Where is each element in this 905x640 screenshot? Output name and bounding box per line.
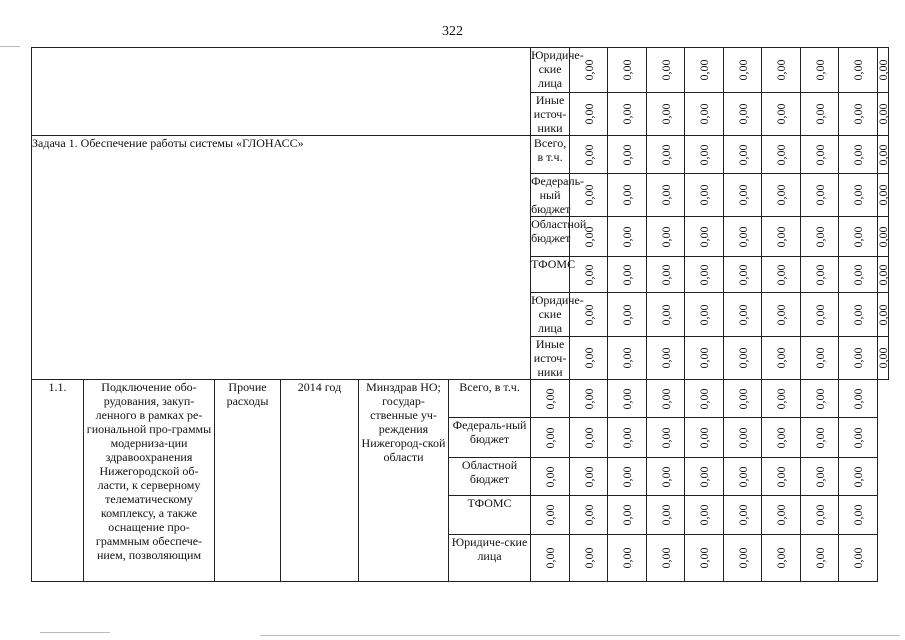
value-text: 0,00 — [851, 504, 866, 526]
value-cell — [762, 535, 801, 582]
value-cell — [762, 48, 801, 93]
value-text: 0,00 — [697, 304, 712, 325]
value-cell — [724, 174, 762, 217]
value-cell — [724, 257, 762, 293]
value-text: 0,00 — [543, 466, 558, 487]
value-cell — [839, 48, 878, 93]
table-row — [32, 380, 889, 418]
value-cell — [570, 257, 608, 293]
value-text: 0,00 — [735, 144, 750, 165]
value-text: 0,00 — [581, 304, 596, 325]
value-cell — [878, 257, 889, 293]
value-cell — [878, 93, 889, 136]
value-cell — [647, 337, 685, 380]
value-cell — [878, 136, 889, 174]
value-text: 0,00 — [620, 547, 635, 569]
value-cell — [839, 257, 878, 293]
value-cell — [839, 293, 878, 337]
value-cell — [570, 418, 608, 458]
value-cell — [878, 174, 889, 217]
value-text: 0,00 — [851, 226, 866, 247]
value-text: 0,00 — [876, 226, 891, 247]
value-cell — [801, 217, 839, 257]
funding-source-label: Всего, в т.ч. — [531, 136, 570, 174]
value-text: 0,00 — [735, 547, 750, 569]
value-text: 0,00 — [658, 347, 673, 369]
value-cell — [647, 174, 685, 217]
value-text: 0,00 — [620, 504, 635, 526]
value-cell — [608, 458, 647, 496]
value-cell — [608, 380, 647, 418]
value-cell — [608, 93, 647, 136]
value-cell — [878, 48, 889, 93]
value-text: 0,00 — [774, 347, 789, 369]
value-text: 0,00 — [851, 304, 866, 325]
value-text: 0,00 — [620, 226, 635, 247]
funding-source-label: Областной бюджет — [449, 458, 531, 496]
value-text: 0,00 — [658, 144, 673, 165]
value-cell — [839, 217, 878, 257]
table-body — [32, 48, 889, 582]
value-cell — [878, 217, 889, 257]
value-cell — [839, 174, 878, 217]
value-cell — [724, 496, 762, 535]
value-text: 0,00 — [620, 427, 635, 448]
value-text: 0,00 — [581, 466, 596, 487]
value-text: 0,00 — [851, 184, 866, 206]
value-text: 0,00 — [620, 144, 635, 165]
item-description: Подключение обо-рудования, закуп-ленного в рамках ре-гиональной про-граммы модерниза-ции здравоохранения Нижегородской об-ласти, к серверному телематическому комплексу, а также оснащение про-граммным обеспече-нием, позволяющим — [84, 380, 215, 582]
value-text: 0,00 — [851, 59, 866, 81]
value-cell — [762, 496, 801, 535]
value-text: 0,00 — [876, 347, 891, 369]
value-cell — [608, 496, 647, 535]
value-cell — [762, 337, 801, 380]
value-text: 0,00 — [620, 466, 635, 487]
value-cell — [647, 458, 685, 496]
value-text: 0,00 — [812, 466, 827, 487]
value-cell — [570, 380, 608, 418]
value-cell — [762, 174, 801, 217]
funding-source-label: Иные источ-ники — [531, 337, 570, 380]
table-row — [32, 48, 889, 93]
value-cell — [839, 337, 878, 380]
value-text: 0,00 — [774, 144, 789, 165]
value-cell — [570, 136, 608, 174]
value-cell — [839, 496, 878, 535]
value-text: 0,00 — [774, 388, 789, 409]
value-text: 0,00 — [851, 264, 866, 285]
value-cell — [801, 257, 839, 293]
value-cell — [685, 174, 724, 217]
value-text: 0,00 — [581, 184, 596, 206]
funding-source-label: Юридиче-ские лица — [531, 293, 584, 335]
expense-type: Прочие расходы — [215, 380, 281, 582]
value-cell — [647, 380, 685, 418]
scan-artifact — [40, 632, 110, 633]
value-text: 0,00 — [735, 466, 750, 487]
value-text: 0,00 — [774, 304, 789, 325]
value-cell — [724, 48, 762, 93]
value-text: 0,00 — [812, 347, 827, 369]
value-cell — [608, 337, 647, 380]
executor: Минздрав НО; государ-ственные уч-реждения Нижегород-ской области — [359, 380, 449, 582]
value-cell — [878, 293, 889, 337]
value-cell — [762, 293, 801, 337]
table-row — [32, 136, 889, 174]
value-text: 0,00 — [697, 388, 712, 409]
funding-source-label: Юридиче-ские лица — [449, 535, 531, 582]
value-text: 0,00 — [620, 59, 635, 81]
value-cell — [762, 257, 801, 293]
value-text: 0,00 — [812, 144, 827, 165]
value-text: 0,00 — [581, 347, 596, 369]
value-text: 0,00 — [581, 226, 596, 247]
value-text: 0,00 — [697, 184, 712, 206]
value-cell — [801, 136, 839, 174]
value-text: 0,00 — [697, 103, 712, 125]
value-text: 0,00 — [851, 547, 866, 569]
value-cell — [839, 136, 878, 174]
funding-source-label: Федераль-ный бюджет — [531, 174, 585, 216]
value-text: 0,00 — [812, 427, 827, 448]
value-cell — [608, 257, 647, 293]
value-text: 0,00 — [735, 184, 750, 206]
budget-table — [31, 47, 889, 582]
value-text: 0,00 — [735, 59, 750, 81]
value-text: 0,00 — [697, 59, 712, 81]
funding-source-label: Областной бюджет — [531, 217, 570, 257]
value-cell — [531, 535, 570, 582]
value-cell — [762, 380, 801, 418]
value-cell — [762, 217, 801, 257]
value-cell — [724, 93, 762, 136]
value-cell — [685, 48, 724, 93]
value-cell — [608, 48, 647, 93]
value-text: 0,00 — [620, 264, 635, 285]
funding-source-label: Юридиче-ские лица — [531, 48, 570, 93]
value-text: 0,00 — [658, 547, 673, 569]
value-text: 0,00 — [543, 388, 558, 409]
value-text: 0,00 — [697, 347, 712, 369]
value-text: 0,00 — [697, 226, 712, 247]
funding-source-label: Иные источ-ники — [531, 93, 570, 136]
value-text: 0,00 — [658, 388, 673, 409]
top-blank-cell — [32, 48, 531, 136]
value-text: 0,00 — [735, 226, 750, 247]
value-cell — [570, 48, 608, 93]
value-cell — [801, 496, 839, 535]
value-cell — [685, 257, 724, 293]
value-cell — [570, 496, 608, 535]
value-text: 0,00 — [543, 547, 558, 569]
value-cell — [685, 535, 724, 582]
value-cell — [570, 174, 608, 217]
value-text: 0,00 — [851, 103, 866, 125]
value-cell — [801, 535, 839, 582]
value-cell — [801, 48, 839, 93]
value-text: 0,00 — [735, 347, 750, 369]
value-text: 0,00 — [658, 427, 673, 448]
value-cell — [570, 458, 608, 496]
value-cell — [762, 93, 801, 136]
value-cell — [647, 496, 685, 535]
period: 2014 год — [281, 380, 359, 582]
value-text: 0,00 — [735, 388, 750, 409]
value-cell — [801, 380, 839, 418]
value-text: 0,00 — [812, 226, 827, 247]
value-cell — [801, 293, 839, 337]
value-text: 0,00 — [658, 226, 673, 247]
value-cell — [685, 217, 724, 257]
value-cell — [570, 293, 608, 337]
value-cell — [647, 293, 685, 337]
value-cell — [608, 418, 647, 458]
value-cell — [608, 136, 647, 174]
value-cell — [570, 535, 608, 582]
value-text: 0,00 — [812, 504, 827, 526]
value-cell — [801, 93, 839, 136]
scan-artifact — [0, 46, 20, 47]
value-text: 0,00 — [581, 144, 596, 165]
value-text: 0,00 — [581, 264, 596, 285]
value-cell — [685, 458, 724, 496]
page-number: 322 — [442, 24, 463, 39]
value-text: 0,00 — [620, 184, 635, 206]
value-text: 0,00 — [735, 264, 750, 285]
value-text: 0,00 — [697, 427, 712, 448]
value-text: 0,00 — [620, 103, 635, 125]
value-text: 0,00 — [851, 388, 866, 409]
value-text: 0,00 — [774, 226, 789, 247]
value-cell — [724, 293, 762, 337]
value-cell — [762, 136, 801, 174]
value-text: 0,00 — [697, 144, 712, 165]
value-cell — [685, 337, 724, 380]
value-text: 0,00 — [581, 59, 596, 81]
value-text: 0,00 — [658, 304, 673, 325]
value-text: 0,00 — [851, 347, 866, 369]
value-cell — [647, 48, 685, 93]
value-text: 0,00 — [697, 547, 712, 569]
value-cell — [724, 337, 762, 380]
value-text: 0,00 — [876, 304, 891, 325]
value-text: 0,00 — [735, 103, 750, 125]
value-text: 0,00 — [735, 504, 750, 526]
funding-source-label: ТФОМС — [449, 496, 531, 535]
value-cell — [608, 174, 647, 217]
value-cell — [570, 337, 608, 380]
value-text: 0,00 — [658, 466, 673, 487]
value-cell — [685, 380, 724, 418]
value-text: 0,00 — [543, 504, 558, 526]
value-cell — [685, 93, 724, 136]
value-cell — [570, 93, 608, 136]
value-cell — [685, 496, 724, 535]
value-text: 0,00 — [774, 184, 789, 206]
value-cell — [762, 418, 801, 458]
value-text: 0,00 — [876, 59, 891, 81]
value-text: 0,00 — [774, 466, 789, 487]
funding-source-label: Федераль-ный бюджет — [449, 418, 531, 458]
value-cell — [724, 217, 762, 257]
value-text: 0,00 — [581, 427, 596, 448]
value-text: 0,00 — [697, 504, 712, 526]
value-cell — [685, 136, 724, 174]
value-cell — [801, 337, 839, 380]
value-text: 0,00 — [812, 304, 827, 325]
value-cell — [685, 418, 724, 458]
value-text: 0,00 — [658, 184, 673, 206]
value-text: 0,00 — [774, 547, 789, 569]
value-cell — [647, 257, 685, 293]
task-title: Задача 1. Обеспечение работы системы «ГЛОНАСС» — [32, 136, 531, 380]
value-text: 0,00 — [697, 466, 712, 487]
value-text: 0,00 — [581, 504, 596, 526]
value-text: 0,00 — [774, 59, 789, 81]
value-text: 0,00 — [812, 264, 827, 285]
value-text: 0,00 — [581, 103, 596, 125]
value-text: 0,00 — [876, 184, 891, 206]
value-cell — [839, 458, 878, 496]
value-text: 0,00 — [774, 427, 789, 448]
value-text: 0,00 — [774, 504, 789, 526]
value-cell — [608, 535, 647, 582]
value-cell — [801, 418, 839, 458]
value-cell — [839, 535, 878, 582]
value-text: 0,00 — [620, 388, 635, 409]
value-text: 0,00 — [851, 466, 866, 487]
value-text: 0,00 — [581, 388, 596, 409]
value-text: 0,00 — [876, 144, 891, 165]
value-cell — [724, 380, 762, 418]
value-cell — [647, 136, 685, 174]
value-cell — [647, 93, 685, 136]
value-cell — [724, 418, 762, 458]
value-cell — [531, 418, 570, 458]
value-text: 0,00 — [658, 103, 673, 125]
value-cell — [531, 380, 570, 418]
value-text: 0,00 — [812, 103, 827, 125]
value-cell — [647, 217, 685, 257]
value-cell — [531, 496, 570, 535]
value-text: 0,00 — [876, 264, 891, 285]
value-cell — [531, 458, 570, 496]
value-text: 0,00 — [851, 427, 866, 448]
value-text: 0,00 — [697, 264, 712, 285]
scan-artifact — [260, 635, 900, 636]
value-text: 0,00 — [812, 59, 827, 81]
value-text: 0,00 — [658, 264, 673, 285]
value-cell — [647, 535, 685, 582]
value-cell — [647, 418, 685, 458]
value-cell — [570, 217, 608, 257]
value-cell — [608, 217, 647, 257]
value-cell — [762, 458, 801, 496]
value-cell — [608, 293, 647, 337]
value-text: 0,00 — [735, 304, 750, 325]
value-cell — [724, 535, 762, 582]
item-number: 1.1. — [32, 380, 84, 582]
funding-source-label: Всего, в т.ч. — [449, 380, 531, 418]
value-text: 0,00 — [543, 427, 558, 448]
value-cell — [685, 293, 724, 337]
value-text: 0,00 — [581, 547, 596, 569]
value-text: 0,00 — [735, 427, 750, 448]
value-cell — [878, 337, 889, 380]
funding-source-label: ТФОМС — [531, 257, 570, 293]
value-text: 0,00 — [774, 103, 789, 125]
value-cell — [839, 93, 878, 136]
value-cell — [724, 458, 762, 496]
value-text: 0,00 — [876, 103, 891, 125]
value-cell — [801, 174, 839, 217]
value-text: 0,00 — [812, 184, 827, 206]
value-cell — [839, 380, 878, 418]
value-cell — [839, 418, 878, 458]
value-text: 0,00 — [620, 304, 635, 325]
value-text: 0,00 — [620, 347, 635, 369]
value-text: 0,00 — [658, 59, 673, 81]
value-cell — [801, 458, 839, 496]
value-text: 0,00 — [851, 144, 866, 165]
value-text: 0,00 — [812, 547, 827, 569]
value-text: 0,00 — [812, 388, 827, 409]
value-cell — [724, 136, 762, 174]
value-text: 0,00 — [774, 264, 789, 285]
value-text: 0,00 — [658, 504, 673, 526]
